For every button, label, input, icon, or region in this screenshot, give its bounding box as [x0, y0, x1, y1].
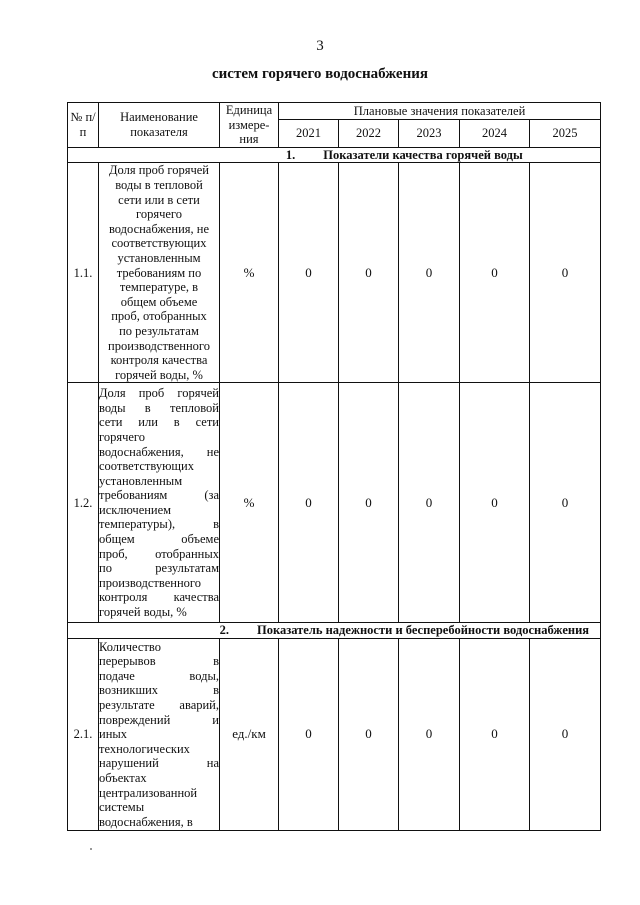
indicator-name-line: соответствующих: [99, 459, 194, 474]
indicator-name-line: производственного: [99, 575, 201, 590]
value-cell: 0: [530, 383, 601, 623]
indicator-name-line: установленным: [117, 250, 201, 265]
document-title: систем горячего водоснабжения: [212, 66, 428, 82]
indicator-name-line: Доля проб горячей: [99, 386, 219, 401]
indicator-name-line: нарушений на: [99, 756, 219, 771]
indicator-name: [99, 163, 220, 383]
indicator-name-line: горячей воды, %: [99, 605, 187, 620]
section-heading: [68, 623, 601, 639]
value-cell: 0: [460, 638, 530, 830]
header-year: 2023: [399, 120, 460, 147]
header-plan: Плановые значения показателей: [279, 103, 601, 120]
indicator-name-line: перерывов в: [99, 654, 219, 669]
indicator-name-line: проб, отобранных: [111, 309, 207, 324]
value-cell: 0: [399, 383, 460, 623]
value-cell: 0: [279, 638, 339, 830]
indicator-name-line: повреждений и: [99, 712, 219, 727]
value-cell: 0: [399, 163, 460, 383]
indicator-name-line: водоснабжения, в: [99, 814, 193, 829]
indicator-name-line: соответствующих: [111, 236, 207, 251]
header-year: 2024: [460, 120, 530, 147]
indicator-name-line: горячего: [136, 207, 182, 222]
indicator-name-line: установленным: [99, 473, 183, 488]
value-cell: 0: [460, 383, 530, 623]
indicator-name-line: общем объеме: [120, 294, 198, 309]
value-cell: 0: [530, 163, 601, 383]
indicator-name-line: по результатам: [119, 323, 199, 338]
value-cell: 0: [460, 163, 530, 383]
indicators-table: [67, 102, 601, 831]
row-number: 1.2.: [68, 383, 99, 623]
indicator-name-line: результате аварий,: [99, 697, 219, 712]
value-cell: 0: [399, 638, 460, 830]
indicator-name-line: подаче воды,: [99, 668, 219, 683]
section-title: Показатель надежности и бесперебойности водоснабжения: [256, 623, 590, 638]
table-row: [68, 383, 601, 623]
indicator-name-line: сети или в сети: [99, 415, 219, 430]
indicator-name-line: возникших в: [99, 683, 219, 698]
value-cell: 0: [339, 638, 399, 830]
indicator-name-line: горячего: [99, 429, 145, 444]
indicator-name: [99, 638, 220, 830]
unit-cell: %: [220, 383, 279, 623]
value-cell: 0: [279, 383, 339, 623]
indicator-name-line: централизованной: [99, 785, 198, 800]
unit-cell: ед./км: [220, 638, 279, 830]
header-unit: Единица измере-ния: [220, 103, 279, 148]
value-cell: 0: [530, 638, 601, 830]
value-cell: 0: [339, 383, 399, 623]
scan-speck: [90, 848, 92, 850]
indicator-name-line: технологических: [99, 741, 190, 756]
indicator-name-line: горячей воды, %: [115, 367, 203, 382]
value-cell: 0: [279, 163, 339, 383]
table-row: [68, 638, 601, 830]
header-year: 2025: [530, 120, 601, 147]
indicator-name-line: объектах: [99, 770, 147, 785]
header-year: 2022: [339, 120, 399, 147]
indicator-name-line: сети или в сети: [118, 192, 200, 207]
header-year: 2021: [279, 120, 339, 147]
indicator-name: [99, 383, 220, 623]
indicator-name-line: контроля качества: [99, 590, 219, 605]
unit-cell: %: [220, 163, 279, 383]
indicator-name-line: водоснабжения, не: [108, 221, 210, 236]
indicator-name-line: требованиям по: [116, 265, 202, 280]
header-name: Наименование показателя: [99, 103, 220, 148]
section-heading: [68, 147, 601, 163]
section-title: Показатели качества горячей воды: [323, 147, 523, 162]
header-num: № п/п: [68, 103, 99, 148]
section-number: 2.: [219, 623, 229, 638]
indicator-name-line: исключением: [99, 502, 172, 517]
indicator-name-line: проб, отобранных: [99, 546, 219, 561]
table-row: [68, 163, 601, 383]
page-number: 3: [316, 38, 324, 54]
row-number: 1.1.: [68, 163, 99, 383]
indicator-name-line: Количество: [99, 639, 161, 654]
row-number: 2.1.: [68, 638, 99, 830]
indicator-name-line: общем объеме: [99, 532, 219, 547]
indicator-name-line: воды в тепловой: [115, 178, 203, 193]
indicator-name-line: воды в тепловой: [99, 400, 219, 415]
indicator-name-line: температуры), в: [99, 517, 219, 532]
value-cell: 0: [339, 163, 399, 383]
indicator-name-line: иных: [99, 727, 128, 742]
indicator-name-line: контроля качества: [110, 353, 208, 368]
indicator-name-line: по результатам: [99, 561, 219, 576]
indicator-name-line: системы: [99, 800, 145, 815]
indicator-name-line: производственного: [108, 338, 210, 353]
indicator-name-line: требованиям (за: [99, 488, 219, 503]
section-number: 1.: [285, 147, 296, 162]
indicator-name-line: Доля проб горячей: [109, 163, 209, 178]
indicator-name-line: температуре, в: [119, 280, 199, 295]
indicator-name-line: водоснабжения, не: [99, 444, 219, 459]
